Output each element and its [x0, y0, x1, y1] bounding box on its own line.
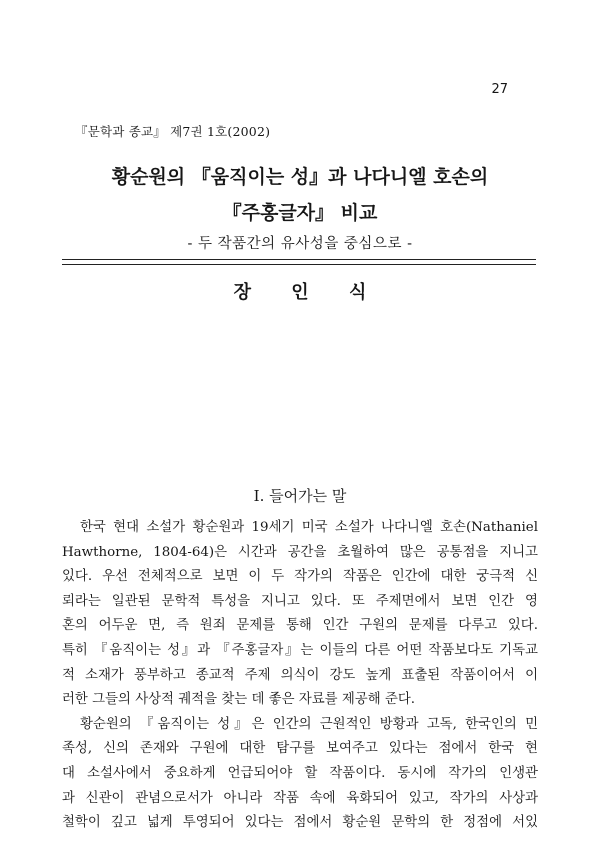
body-text [62, 516, 538, 836]
subtitle: - 두 작품간의 유사성을 중심으로 - [187, 236, 413, 252]
body-line: 특히 『움직이는 성』과 『주홍글자』는 이들의 다른 어떤 작품보다도 기독교 [62, 642, 538, 658]
body-line: 철학이 깊고 넓게 투영되어 있다는 점에서 황순원 문학의 한 정점에 서있 [62, 815, 538, 831]
body-line: 러한 그들의 사상적 궤적을 찾는 데 좋은 자료를 제공해 준다. [62, 692, 416, 708]
title-divider-top [62, 259, 536, 260]
page-number: 27 [491, 82, 508, 97]
title-divider-bottom [62, 264, 536, 265]
body-line: 뢰라는 일관된 문학적 특성을 지니고 있다. 또 주제면에서 보면 인간 영 [62, 593, 538, 609]
body-line: 대 소설사에서 중요하게 언급되어야 할 작품이다. 동시에 작가의 인생관 [62, 765, 538, 781]
body-line: 혼의 어두운 면, 즉 원죄 문제를 통해 인간 구원의 문제를 다루고 있다. [62, 618, 538, 634]
body-line: 과 신관이 관념으로서가 아니라 작품 속에 육화되어 있고, 작가의 사상과 [62, 790, 538, 806]
title-line-1: 황순원의 『움직이는 성』과 나다니엘 호손의 [111, 166, 489, 188]
title-line-2: 『주홍글자』 비교 [222, 202, 378, 224]
body-line: 적 소재가 풍부하고 종교적 주제 의식이 강도 높게 표출된 작품이어서 이 [62, 667, 538, 683]
journal-info: 『문학과 종교』 제7권 1호(2002) [75, 124, 271, 139]
body-line: 있다. 우선 전체적으로 보면 이 두 작가의 작품은 인간에 대한 궁극적 신 [62, 569, 538, 585]
body-line: 족성, 신의 존재와 구원에 대한 탐구를 보여주고 있다는 점에서 한국 현 [62, 741, 538, 757]
section-heading: Ⅰ. 들어가는 말 [253, 487, 347, 505]
body-line: Hawthorne, 1804-64)은 시간과 공간을 초월하여 많은 공통점을 지니고 [62, 544, 538, 560]
body-line: 한국 현대 소설가 황순원과 19세기 미국 소설가 나다니엘 호손(Nathaniel [80, 520, 538, 535]
author-name: 장 인 식 [233, 282, 367, 303]
body-line: 황순원의 『움직이는 성』은 인간의 근원적인 방황과 고독, 한국인의 민 [80, 716, 538, 732]
